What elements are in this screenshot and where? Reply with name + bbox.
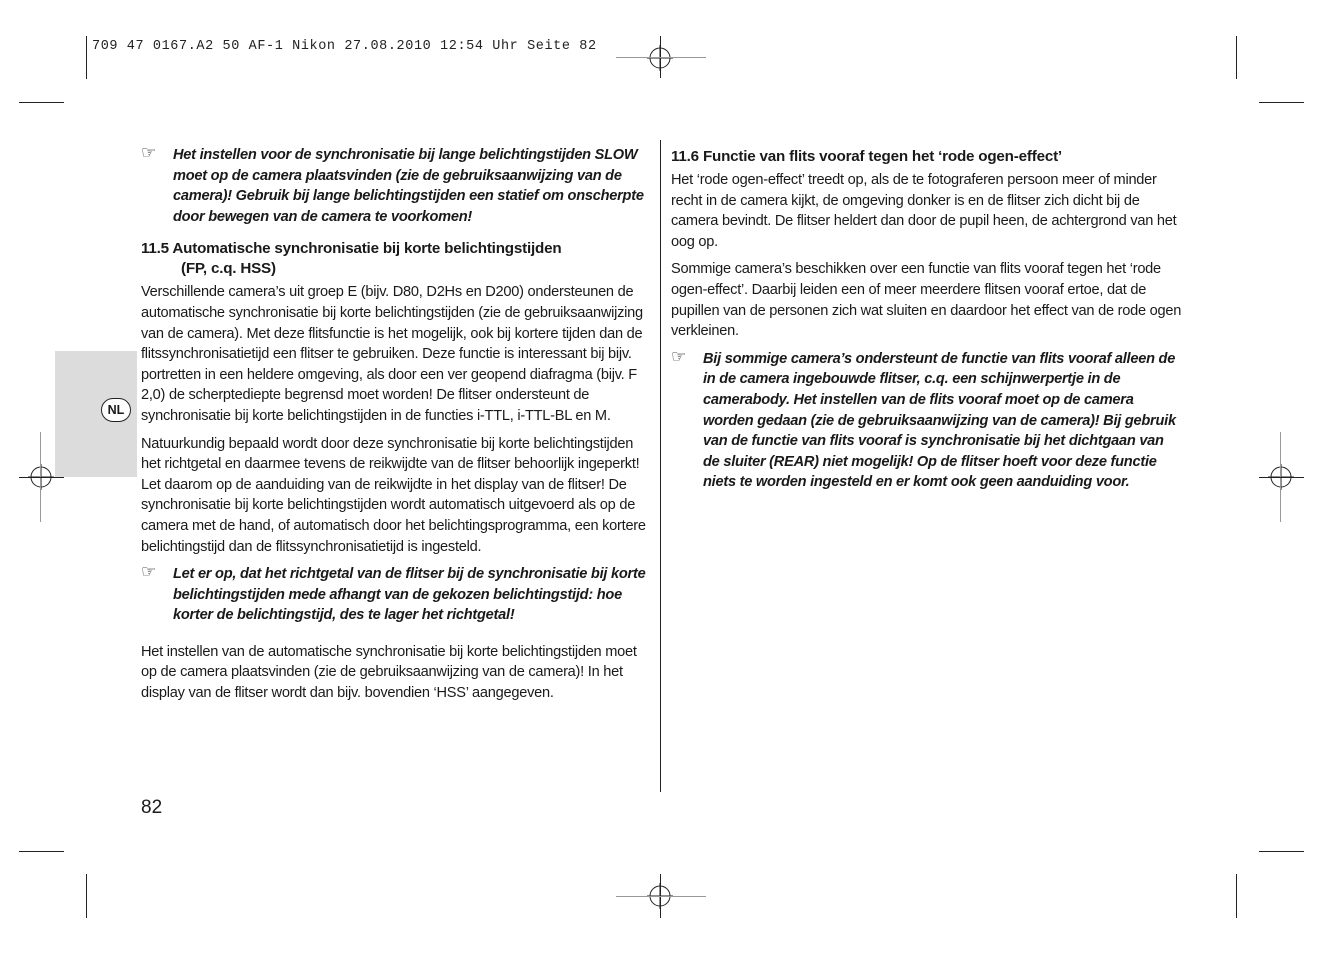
section-heading-11-5 [141, 239, 653, 279]
pointing-hand-icon: ☞ [671, 346, 686, 366]
note-guide-number [141, 564, 653, 626]
page-number: 82 [141, 797, 163, 818]
column-divider [660, 140, 661, 792]
pointing-hand-icon: ☞ [141, 143, 156, 162]
language-badge: NL [101, 398, 131, 422]
paragraph: Verschillende camera’s uit groep E (bijv. D80, D2Hs en D200) ondersteunen de automatische synchronisatie bij korte belichtingstijden (zie de gebruiksaanwijzing van de camera). Met deze flitsfunctie is het mogelijk, ook bij kortere tijden dan de flitssynchronisatietijd een flitser te gebruiken. Deze functie is interessant bij bijv. portretten in een heldere omgeving, als door een ver geopend diafragma (bijv. F 2,0) de scherptediepte begrensd moet worden! De flitser ondersteunt de synchronisatie bij korte belichtingstijden in de functies i-TTL, i-TTL-BL en M. [141, 284, 643, 424]
print-header: 709 47 0167.A2 50 AF-1 Nikon 27.08.2010 12:54 Uhr Seite 82 [92, 39, 597, 54]
note-text: Let er op, dat het richtgetal van de flitser bij de synchronisatie bij korte belichtingstijden mede afhangt van de gekozen belichtingstijd: hoe korter de belichtingstijd, des te lager het richtgetal! [173, 566, 646, 624]
crop-mark [1259, 102, 1304, 103]
registration-line [616, 896, 706, 897]
paragraph: Het ‘rode ogen-effect’ treedt op, als de te fotograferen persoon meer of minder recht in de camera kijkt, de omgeving donker is en de flitser zich dicht bij de camera bevindt. De flitser heldert dan door de pupil heen, de achtergrond van het oog op. [671, 172, 1177, 250]
crop-mark [1259, 851, 1304, 852]
note-red-eye [671, 346, 1183, 493]
heading-line: 11.5 Automatische synchronisatie bij korte belichtingstijden [141, 240, 562, 258]
note-slow-sync [141, 145, 653, 227]
crop-mark [1236, 36, 1237, 79]
paragraph: Sommige camera’s beschikken over een functie van flits vooraf tegen het ‘rode ogen-effect’. Daarbij leiden een of meer meerdere flitsen vooraf ertoe, dat de pupillen van de personen zich wat sluiten en daardoor het effect van de rode ogen verkleinen. [671, 261, 1182, 340]
crop-mark [19, 851, 64, 852]
left-column [141, 145, 653, 711]
section-heading-11-6: 11.6 Functie van flits vooraf tegen het ‘rode ogen-effect’ [671, 148, 1062, 165]
right-column [671, 135, 1183, 500]
note-text: Bij sommige camera’s ondersteunt de functie van flits vooraf alleen de in de camera ingebouwde flitser, c.q. een schijnwerpertje in de camerabody. Het instellen van de flits vooraf moet op de camera worden gedaan (zie de gebruiksaanwijzing van de camera)! Bij gebruik van de functie van flits vooraf is synchronisatie bij het dichtgaan van de sluiter (REAR) niet mogelijk! Op de flitser hoeft voor deze functie niets te worden ingesteld en er komt ook geen aanduiding voor. [703, 350, 1176, 491]
crop-mark [19, 102, 64, 103]
pointing-hand-icon: ☞ [141, 562, 156, 582]
crop-mark [86, 874, 87, 918]
registration-line [1259, 477, 1304, 478]
registration-line [19, 477, 64, 478]
paragraph: Natuurkundig bepaald wordt door deze synchronisatie bij korte belichtingstijden het richtgetal en daarmee tevens de reikwijdte van de flitser behoorlijk ingeperkt! Let daarom op de aanduiding van de reikwijdte in het display van de flitser! De synchronisatie bij korte belichtingstijden wordt automatisch uitgevoerd als op de camera met de hand, of automatisch door het belichtingsprogramma, een kortere belichtingstijd dan de flitssynchronisatietijd is ingesteld. [141, 435, 646, 555]
crop-mark [1236, 874, 1237, 918]
heading-line: (FP, c.q. HSS) [181, 260, 276, 278]
crop-mark [86, 36, 87, 79]
note-text: Het instellen voor de synchronisatie bij lange belichtingstijden SLOW moet op de camera plaatsvinden (zie de gebruiksaanwijzing van de camera)! Gebruik bij lange belichtingstijden een statief om onscherpte door bewegen van de camera te voorkomen! [173, 147, 644, 225]
registration-line [616, 57, 706, 58]
paragraph: Het instellen van de automatische synchronisatie bij korte belichtingstijden moet op de camera plaatsvinden (zie de gebruiksaanwijzing van de camera)! In het display van de flitser wordt dan bijv. bovendien ‘HSS’ aangegeven. [141, 643, 637, 702]
